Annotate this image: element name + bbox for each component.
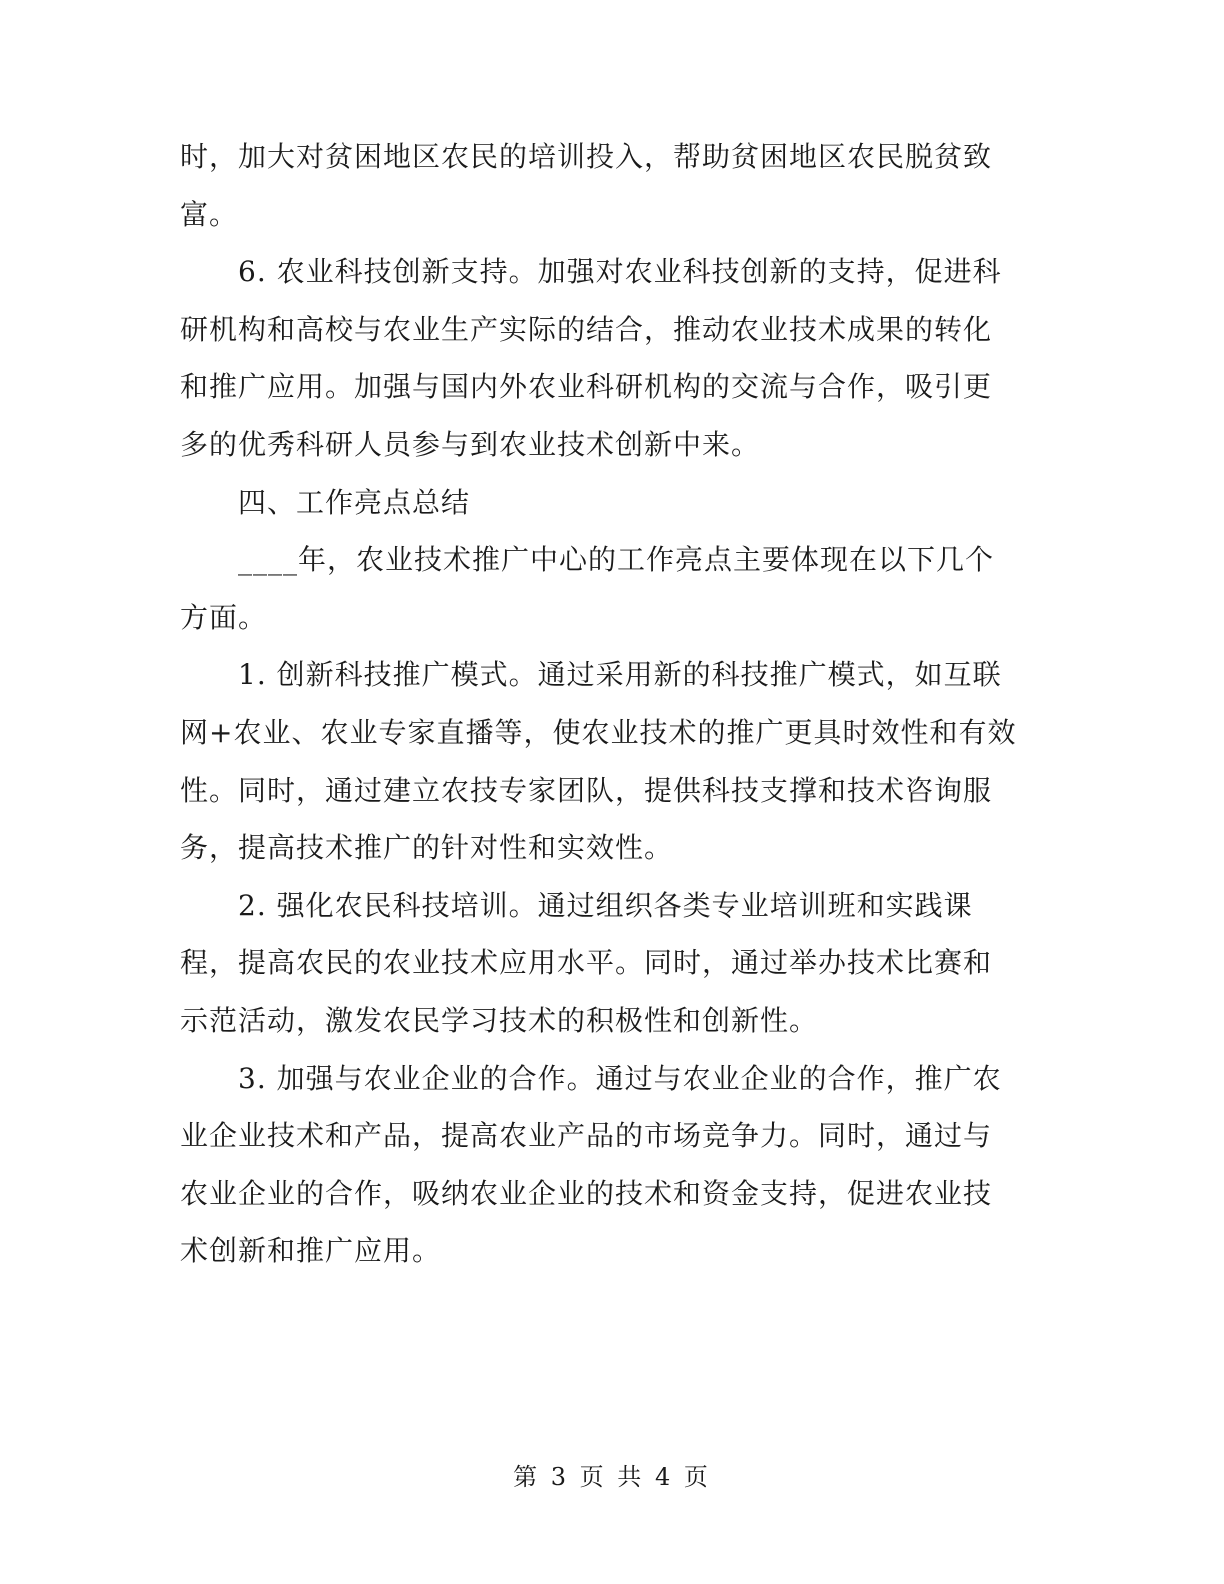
text-line: 富。 [180,197,239,231]
text-line: 多的优秀科研人员参与到农业技术创新中来。 [180,427,761,461]
text-line: 示范活动，激发农民学习技术的积极性和创新性。 [180,1003,819,1037]
text-line: 研机构和高校与农业生产实际的结合，推动农业技术成果的转化 [180,312,993,346]
text-line: 务，提高技术推广的针对性和实效性。 [180,831,674,865]
paragraph-start-line: 6. 农业科技创新支持。加强对农业科技创新的支持，促进科 [238,255,1002,289]
text-line: 农业企业的合作，吸纳农业企业的技术和资金支持，促进农业技 [180,1176,993,1210]
text-line: 方面。 [180,600,268,634]
paragraph-start-line: ____年，农业技术推广中心的工作亮点主要体现在以下几个 [238,543,995,577]
text-line: 时，加大对贫困地区农民的培训投入，帮助贫困地区农民脱贫致 [180,140,993,173]
section-heading: 四、工作亮点总结 [238,485,471,519]
paragraph-start-line: 2. 强化农民科技培训。通过组织各类专业培训班和实践课 [238,888,973,922]
text-line: 性。同时，通过建立农技专家团队，提供科技支撑和技术咨询服 [180,773,993,807]
text-line: 网+农业、农业专家直播等，使农业技术的推广更具时效性和有效 [180,715,1017,749]
text-line: 和推广应用。加强与国内外农业科研机构的交流与合作，吸引更 [180,370,993,404]
text-line: 程，提高农民的农业技术应用水平。同时，通过举办技术比赛和 [180,946,993,980]
document-body [180,128,1036,1280]
text-line: 术创新和推广应用。 [180,1234,442,1268]
paragraph-start-line: 1. 创新科技推广模式。通过采用新的科技推广模式，如互联 [238,658,1002,692]
page-number-footer: 第 3 页 共 4 页 [513,1463,711,1491]
text-line: 业企业技术和产品，提高农业产品的市场竞争力。同时，通过与 [180,1119,993,1153]
paragraph-start-line: 3. 加强与农业企业的合作。通过与农业企业的合作，推广农 [238,1061,1002,1095]
